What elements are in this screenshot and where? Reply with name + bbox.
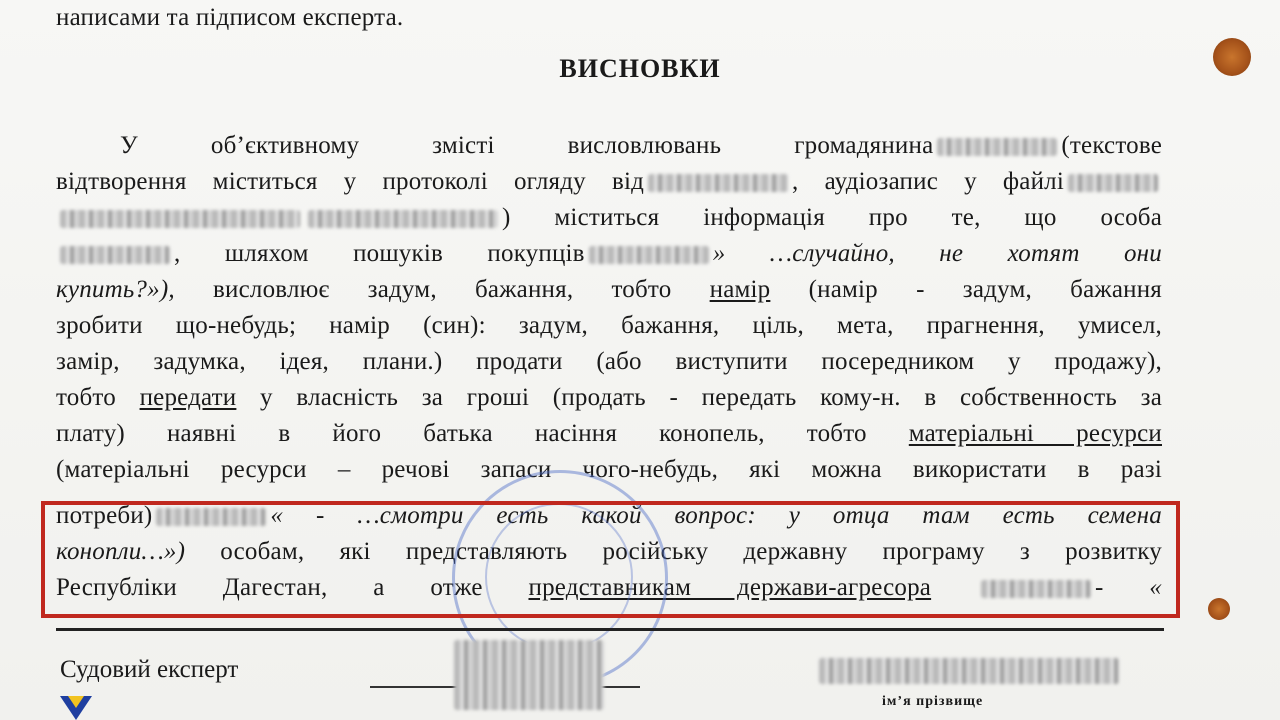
text-line-9 — [56, 416, 1162, 452]
text-fragment: (текстове — [1061, 132, 1162, 159]
redacted-signature — [454, 640, 604, 710]
text-fragment: (матеріальні ресурси – речові запаси чого-небудь, які можна використати в разі — [56, 456, 1162, 483]
redacted-name — [589, 246, 709, 264]
text-line-3 — [56, 200, 1162, 236]
underlined-term: намір — [709, 276, 771, 303]
text-line-1 — [56, 128, 1162, 164]
text-line-4 — [56, 236, 1162, 272]
divider-rule — [56, 628, 1164, 631]
redacted-name — [60, 246, 170, 264]
quote-fragment: « - …смотри есть какой вопрос: у отца там есть семена — [270, 502, 1162, 529]
text-line-7 — [56, 344, 1162, 380]
redacted-expert-name — [819, 658, 1119, 684]
text-fragment: (намір - задум, бажання — [808, 276, 1162, 303]
redacted-filename — [308, 210, 498, 228]
text-fragment: у власність за гроші (продать - передать кому-н. в собственность за — [260, 384, 1162, 411]
emblem-icon — [56, 694, 96, 720]
text-fragment: ) міститься інформація про те, що особа — [502, 204, 1162, 231]
redacted-filename — [1068, 174, 1158, 192]
text-fragment: написами та підписом експерта. — [56, 4, 404, 31]
section-title: ВИСНОВКИ — [559, 54, 721, 83]
text-line-8 — [56, 380, 1162, 416]
name-caption: ім’я прізвище — [882, 694, 984, 709]
text-fragment: тобто — [56, 384, 116, 411]
text-line-top — [56, 0, 1162, 36]
underlined-term: матеріальні ресурси — [908, 420, 1162, 447]
text-fragment: висловлює задум, бажання, тобто — [213, 276, 672, 303]
quote-fragment: конопли…») — [56, 538, 186, 565]
quote-fragment: » …случайно, не хотят они — [712, 240, 1162, 267]
text-fragment: зробити що-небудь; намір (син): задум, бажання, ціль, мета, прагнення, умисел, — [56, 312, 1162, 339]
redacted-filename — [60, 210, 300, 228]
stain-mark — [1208, 598, 1230, 620]
text-fragment: відтворення міститься у протоколі огляду від — [56, 168, 645, 195]
stain-mark — [1213, 38, 1251, 76]
quote-fragment: купить?»), — [56, 276, 175, 303]
text-line-5 — [56, 272, 1162, 308]
text-fragment: замір, задумка, ідея, плани.) продати (або виступити посередником у продажу), — [56, 348, 1162, 375]
text-line-2 — [56, 164, 1162, 200]
text-fragment: Республіки Дагестан, а отже — [56, 574, 483, 601]
text-fragment: плату) наявні в його батька насіння конопель, тобто — [56, 420, 867, 447]
underlined-term: представникам держави-агресора — [528, 574, 932, 601]
expert-role-label: Судовий експерт — [60, 656, 239, 683]
highlight-box — [41, 501, 1180, 618]
redacted-date — [648, 174, 788, 192]
text-fragment: , шляхом пошуків покупців — [174, 240, 585, 267]
underlined-term: передати — [139, 384, 237, 411]
text-fragment: У об’єктивному змісті висловлювань громадянина — [120, 132, 934, 159]
text-fragment: особам, які представляють російську державну програму з розвитку — [220, 538, 1162, 565]
text-line-6 — [56, 308, 1162, 344]
text-fragment: , аудіозапис у файлі — [792, 168, 1064, 195]
redacted-name — [937, 138, 1057, 156]
quote-fragment: - « — [1094, 574, 1162, 601]
text-fragment: потреби) — [56, 502, 153, 529]
